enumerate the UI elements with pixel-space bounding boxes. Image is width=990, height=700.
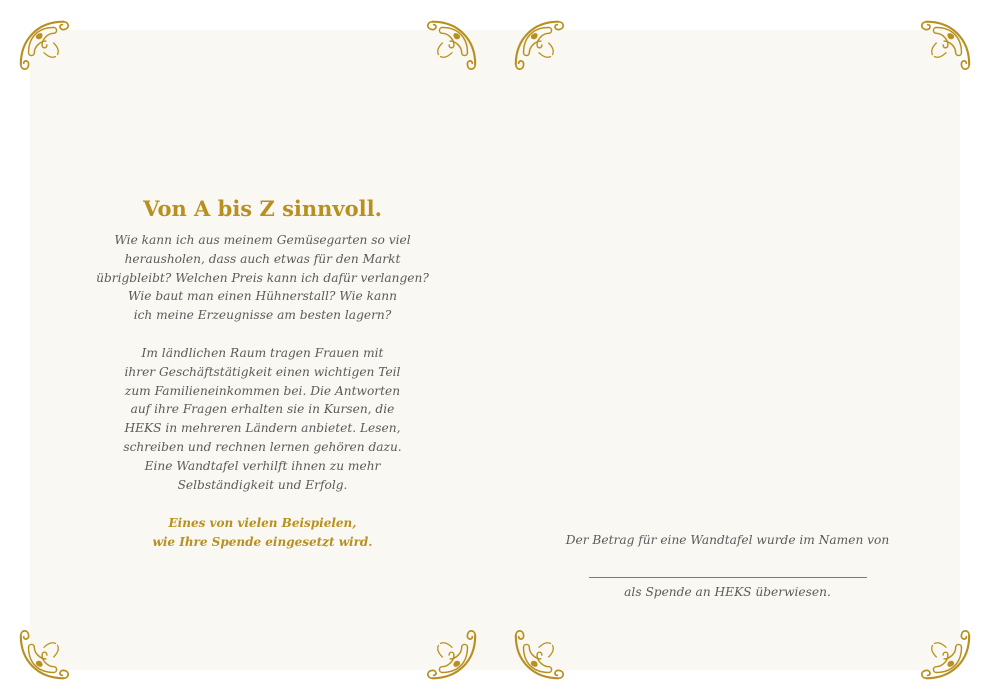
text-line: HEKS in mehreren Ländern anbietet. Lesen, [124, 421, 401, 436]
text-line: herausholen, dass auch etwas für den Markt [124, 251, 401, 266]
flourish-ornament-icon [423, 628, 481, 686]
flourish-ornament-icon [510, 14, 568, 72]
text-line: Im ländlichen Raum tragen Frauen mit [141, 346, 384, 360]
text-line: Eine Wandtafel verhilft ihnen zu mehr [144, 458, 381, 473]
page-title: Von A bis Z sinnvoll. [143, 196, 382, 221]
flourish-ornament-icon [510, 628, 568, 686]
flourish-ornament-icon [917, 14, 975, 72]
text-line: Eines von vielen Beispielen, [168, 516, 357, 530]
text-line: ihrer Geschäftstätigkeit einen wichtigen Teil [124, 364, 401, 379]
text-line: Wie kann ich aus meinem Gemüsegarten so viel [114, 233, 411, 247]
text-line: auf ihre Fragen erhalten sie in Kursen, die [130, 402, 395, 417]
donation-suffix-text: als Spende an HEKS überwiesen. [624, 585, 831, 599]
flourish-ornament-icon [917, 628, 975, 686]
text-line: ich meine Erzeugnisse am besten lagern? [133, 308, 392, 323]
text-line: zum Familieneinkommen bei. Die Antworten [124, 383, 401, 398]
flourish-ornament-icon [15, 14, 73, 72]
highlight-text [60, 514, 465, 552]
text-line: Selbständigkeit und Erfolg. [177, 477, 348, 492]
text-line: schreiben und rechnen lernen gehören dazu. [123, 439, 402, 454]
donor-name-field[interactable] [589, 577, 867, 578]
intro-paragraph [60, 231, 465, 325]
text-line: Wie baut man einen Hühnerstall? Wie kann [128, 289, 397, 304]
donation-prefix-text: Der Betrag für eine Wandtafel wurde im Namen von [565, 533, 890, 547]
text-line: wie Ihre Spende eingesetzt wird. [152, 535, 373, 549]
text-line: übrigbleibt? Welchen Preis kann ich dafür verlangen? [96, 270, 429, 285]
description-paragraph [60, 344, 465, 494]
right-page [495, 30, 960, 670]
flourish-ornament-icon [15, 628, 73, 686]
flourish-ornament-icon [423, 14, 481, 72]
